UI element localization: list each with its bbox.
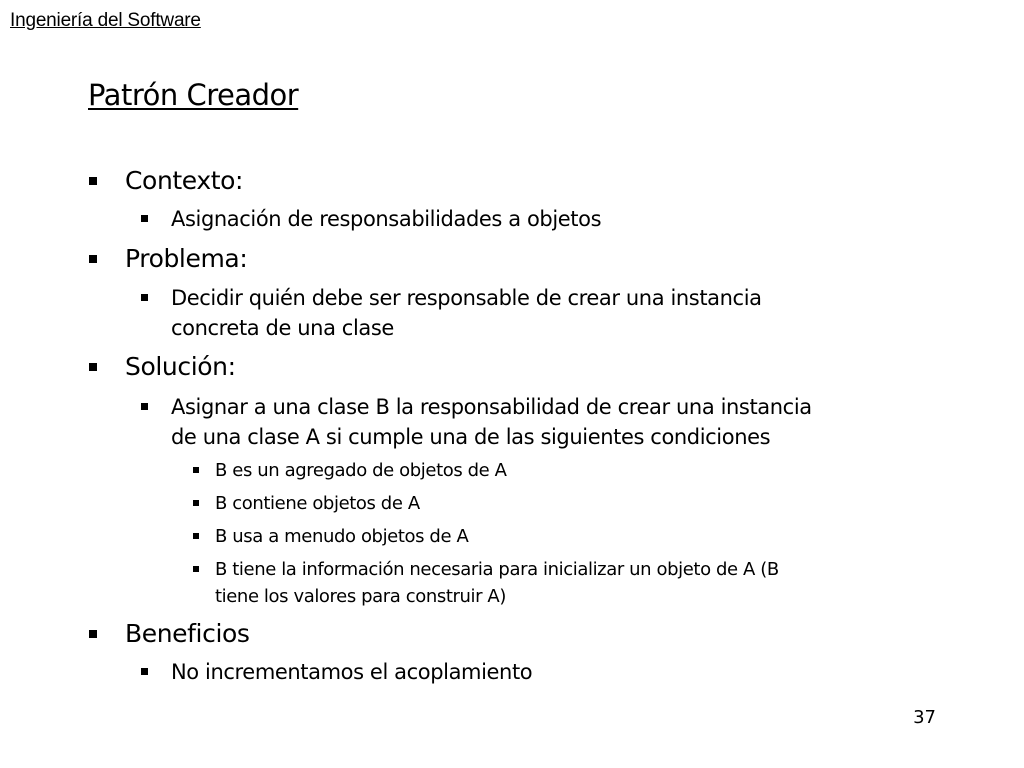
bullet-square-icon [89, 177, 97, 185]
bullet-text: Solución: [125, 352, 236, 381]
bullet-text: Beneficios [125, 619, 250, 648]
bullet-text: Problema: [125, 244, 248, 273]
bullet-square-icon [89, 255, 97, 263]
bullet-square-icon [141, 215, 148, 222]
bullet-text-line2: tiene los valores para construir A) [215, 586, 506, 607]
bullet-text-line2: de una clase A si cumple una de las siguientes condiciones [171, 425, 771, 449]
bullet-square-icon [141, 294, 148, 301]
bullet-text: Contexto: [125, 166, 244, 195]
bullet-text-line1: Asignar a una clase B la responsabilidad de crear una instancia [171, 395, 812, 419]
bullet-text-line2: concreta de una clase [171, 316, 394, 340]
course-header: Ingeniería del Software [10, 10, 201, 31]
bullet-text: No incrementamos el acoplamiento [171, 660, 533, 684]
bullet-square-icon [193, 533, 199, 539]
bullet-square-icon [193, 500, 199, 506]
page-number: 37 [913, 707, 936, 728]
bullet-text: B usa a menudo objetos de A [215, 526, 469, 547]
bullet-square-icon [89, 363, 97, 371]
bullet-square-icon [193, 566, 199, 572]
bullet-square-icon [141, 668, 148, 675]
bullet-text: Asignación de responsabilidades a objetos [171, 207, 602, 231]
bullet-text-line1: B tiene la información necesaria para inicializar un objeto de A (B [215, 559, 779, 580]
bullet-square-icon [141, 403, 148, 410]
slide-title: Patrón Creador [88, 78, 299, 112]
bullet-square-icon [89, 630, 97, 638]
bullet-text-line1: Decidir quién debe ser responsable de crear una instancia [171, 286, 762, 310]
bullet-square-icon [193, 467, 199, 473]
bullet-text: B contiene objetos de A [215, 493, 420, 514]
bullet-text: B es un agregado de objetos de A [215, 460, 507, 481]
